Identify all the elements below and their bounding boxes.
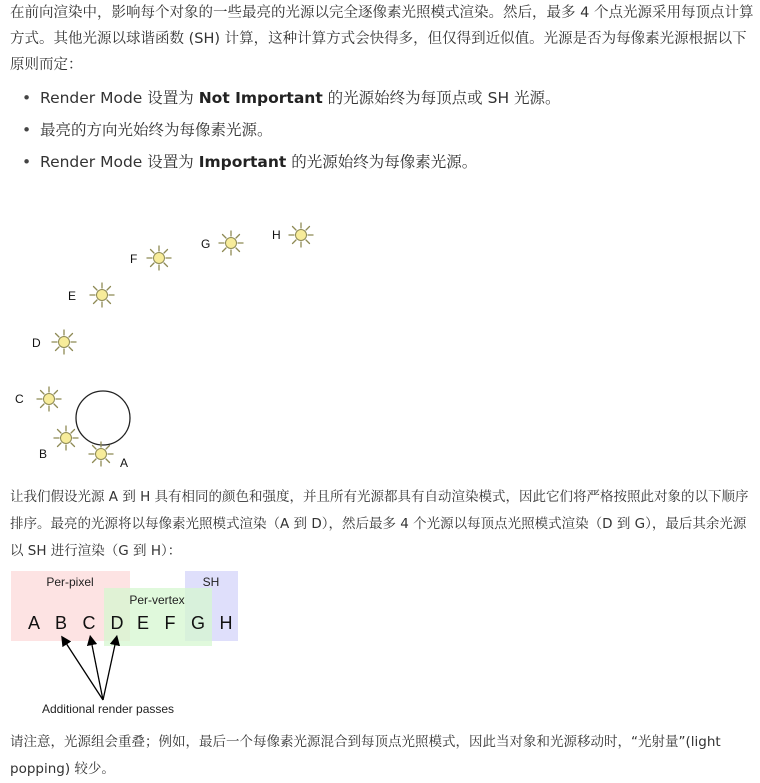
per-vertex-label: Per-vertex — [129, 593, 185, 607]
light-label-c: C — [15, 392, 24, 406]
rule-text-end: 的光源始终为每顶点或 SH 光源。 — [322, 89, 561, 107]
light-e-icon — [90, 283, 114, 307]
rule-text-start: Render Mode 设置为 — [40, 153, 199, 171]
tier-letter-c: C — [82, 613, 96, 633]
rule-text-start: Render Mode 设置为 — [40, 89, 199, 107]
rule-text-end: 的光源始终为每像素光源。 — [286, 153, 478, 171]
rule-text-start: 最亮的方向光始终为每像素光源。 — [40, 121, 273, 139]
note-paragraph: 请注意，光源组会重叠；例如，最后一个每像素光源混合到每顶点光照模式，因此当对象和光源移动时，“光射量”(light popping) 较少。 — [10, 734, 721, 777]
light-g-icon — [219, 231, 243, 255]
light-tiers-diagram — [11, 571, 238, 716]
lights-diagram — [15, 223, 313, 470]
light-c-icon — [37, 387, 61, 411]
light-label-b: B — [39, 447, 48, 461]
tier-letter-h: H — [219, 613, 233, 633]
light-h-icon — [289, 223, 313, 247]
tier-letter-e: E — [136, 613, 150, 633]
light-a-icon — [89, 442, 113, 466]
light-b-icon — [54, 426, 78, 450]
sh-label: SH — [202, 575, 220, 589]
tier-letter-b: B — [54, 613, 68, 633]
per-pixel-label: Per-pixel — [46, 575, 94, 589]
object-sphere — [76, 391, 130, 445]
tier-letter-a: A — [27, 613, 41, 633]
light-d-icon — [52, 330, 76, 354]
light-label-d: D — [32, 336, 41, 350]
additional-passes-label: Additional render passes — [41, 702, 175, 716]
pass-arrow-d — [103, 640, 116, 700]
light-label-f: F — [130, 252, 138, 266]
tier-letter-d: D — [110, 613, 124, 633]
rule-keyword: Important — [198, 153, 287, 171]
light-label-h: H — [272, 228, 281, 242]
explanation-paragraph: 让我们假设光源 A 到 H 具有相同的颜色和强度，并且所有光源都具有自动渲染模式，因此它们将严格按照此对象的以下顺序排序。最亮的光源将以每像素光照模式渲染（A 到 D），然后最多 4 个光源以每顶点光照模式渲染（D 到 G），最后其余光源以 SH 进行渲染（G 到 H）： — [10, 489, 749, 559]
light-f-icon — [147, 246, 171, 270]
light-label-g: G — [201, 237, 211, 251]
light-label-a: A — [120, 456, 129, 470]
intro-paragraph: 在前向渲染中，影响每个对象的一些最亮的光源以完全逐像素光照模式渲染。然后，最多 4 个点光源采用每顶点计算方式。其他光源以球谐函数 (SH) 计算，这种计算方式会快得多，但仅得到近似值。光源是否为每像素光源根据以下原则而定： — [10, 5, 754, 73]
tier-letter-f: F — [164, 613, 176, 633]
tier-letter-g: G — [190, 613, 206, 633]
rule-keyword: Not Important — [198, 89, 323, 107]
light-label-e: E — [68, 289, 77, 303]
